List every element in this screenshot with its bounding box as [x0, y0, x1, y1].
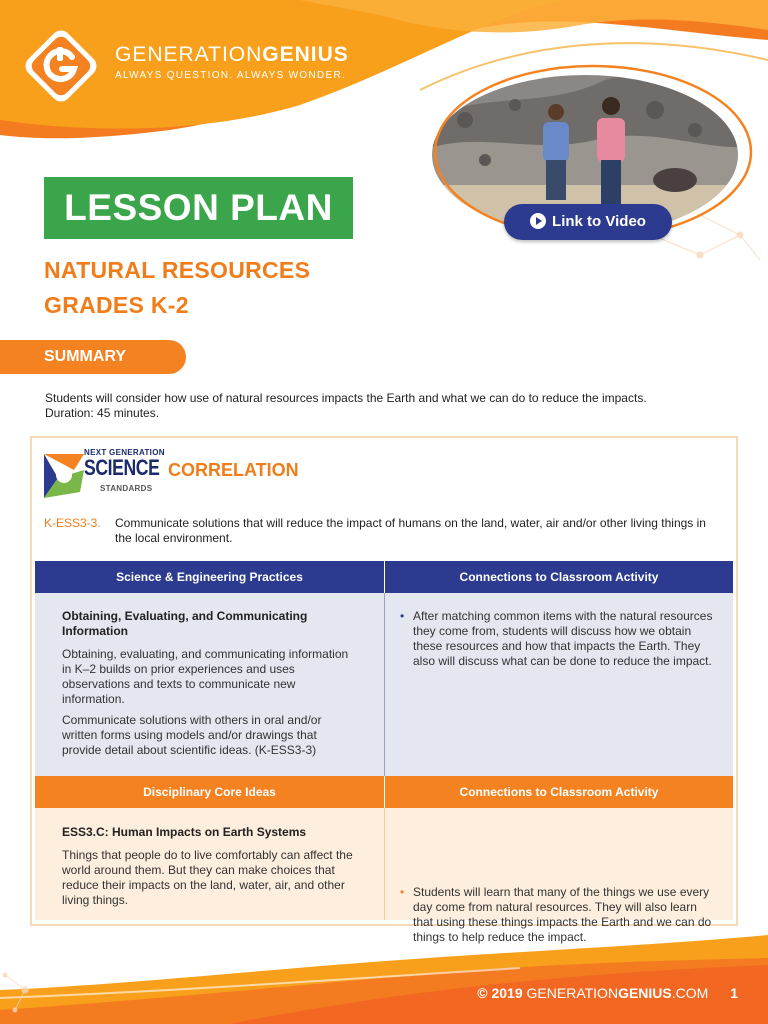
brand-name — [115, 43, 349, 67]
footer-text — [477, 985, 738, 1001]
lesson-grades: GRADES K-2 — [44, 292, 189, 318]
ngss-logo-main: SCIENCE — [84, 455, 160, 480]
lesson-plan-banner: LESSON PLAN — [44, 177, 353, 239]
dci-header-right: Connections to Classroom Activity — [385, 776, 733, 808]
sep-divider — [384, 593, 385, 776]
summary-text: Students will consider how use of natural resources impacts the Earth and what we can do to reduce the impacts. — [45, 391, 647, 405]
sep-title: Obtaining, Evaluating, and Communicating Information — [62, 609, 308, 638]
footer-domain-suffix: .COM — [671, 985, 709, 1001]
standard-code: K-ESS3-3. — [44, 516, 101, 530]
sep-left-content — [62, 609, 352, 758]
footer-domain-bold: GENIUS — [618, 985, 672, 1001]
dci-connection-text: Students will learn that many of the things we use every day come from natural resources. They will also learn that using these things impacts the Earth and we can do things to help reduce the impact. — [413, 885, 712, 944]
footer-domain-light: GENERATION — [526, 985, 619, 1001]
play-icon — [530, 213, 546, 229]
ngss-logo-top: NEXT GENERATION — [84, 448, 165, 457]
sep-paragraph-2: Communicate solutions with others in oral and/or written forms using models and/or drawings that provide detail about scientific ideas. (K-ESS3-3) — [62, 713, 322, 757]
brand-name-light: GENERATION — [115, 43, 263, 66]
dci-left-content — [62, 825, 357, 908]
sep-header-right: Connections to Classroom Activity — [385, 561, 733, 593]
bullet-icon: • — [400, 885, 405, 899]
bullet-icon: • — [400, 609, 405, 623]
summary-heading: SUMMARY — [0, 340, 186, 374]
brand-block — [115, 43, 349, 81]
footer-background — [0, 930, 768, 1024]
sep-paragraph-1: Obtaining, evaluating, and communicating information in K–2 builds on prior experiences and uses observations and texts to communicate new information. — [62, 647, 349, 706]
ngss-logo-icon — [40, 448, 88, 500]
page-number: 1 — [730, 985, 738, 1001]
brand-name-bold: GENIUS — [262, 43, 349, 66]
ngss-logo-bottom: STANDARDS — [100, 484, 153, 493]
link-to-video-button[interactable] — [504, 204, 672, 240]
dci-paragraph-1: Things that people do to live comfortably can affect the world around them. But they can make choices that reduce their impacts on the land, water, air, and other living things. — [62, 848, 353, 907]
lesson-topic: NATURAL RESOURCES — [44, 257, 311, 283]
generation-genius-logo — [20, 25, 102, 107]
summary-text-block — [45, 391, 725, 421]
brand-tagline: ALWAYS QUESTION. ALWAYS WONDER. — [115, 70, 347, 81]
dci-header-left: Disciplinary Core Ideas — [35, 776, 384, 808]
footer-copyright: © 2019 — [477, 985, 523, 1001]
dci-divider — [384, 808, 385, 920]
sep-connection — [400, 609, 713, 669]
link-to-video-label: Link to Video — [552, 213, 646, 230]
summary-duration: Duration: 45 minutes. — [45, 406, 160, 420]
ngss-correlation-heading: CORRELATION — [168, 460, 299, 480]
footer-domain-link[interactable] — [527, 985, 709, 1001]
dci-title: ESS3.C: Human Impacts on Earth Systems — [62, 825, 307, 839]
sep-connection-text: After matching common items with the natural resources they come from, students will discuss how we obtain these resources and how that impacts the Earth. They also will discuss what can be done to reduce the impact. — [413, 609, 713, 668]
sep-header-left: Science & Engineering Practices — [35, 561, 384, 593]
standard-text: Communicate solutions that will reduce the impact of humans on the land, water, air and/or other living things in the local environment. — [115, 516, 706, 545]
